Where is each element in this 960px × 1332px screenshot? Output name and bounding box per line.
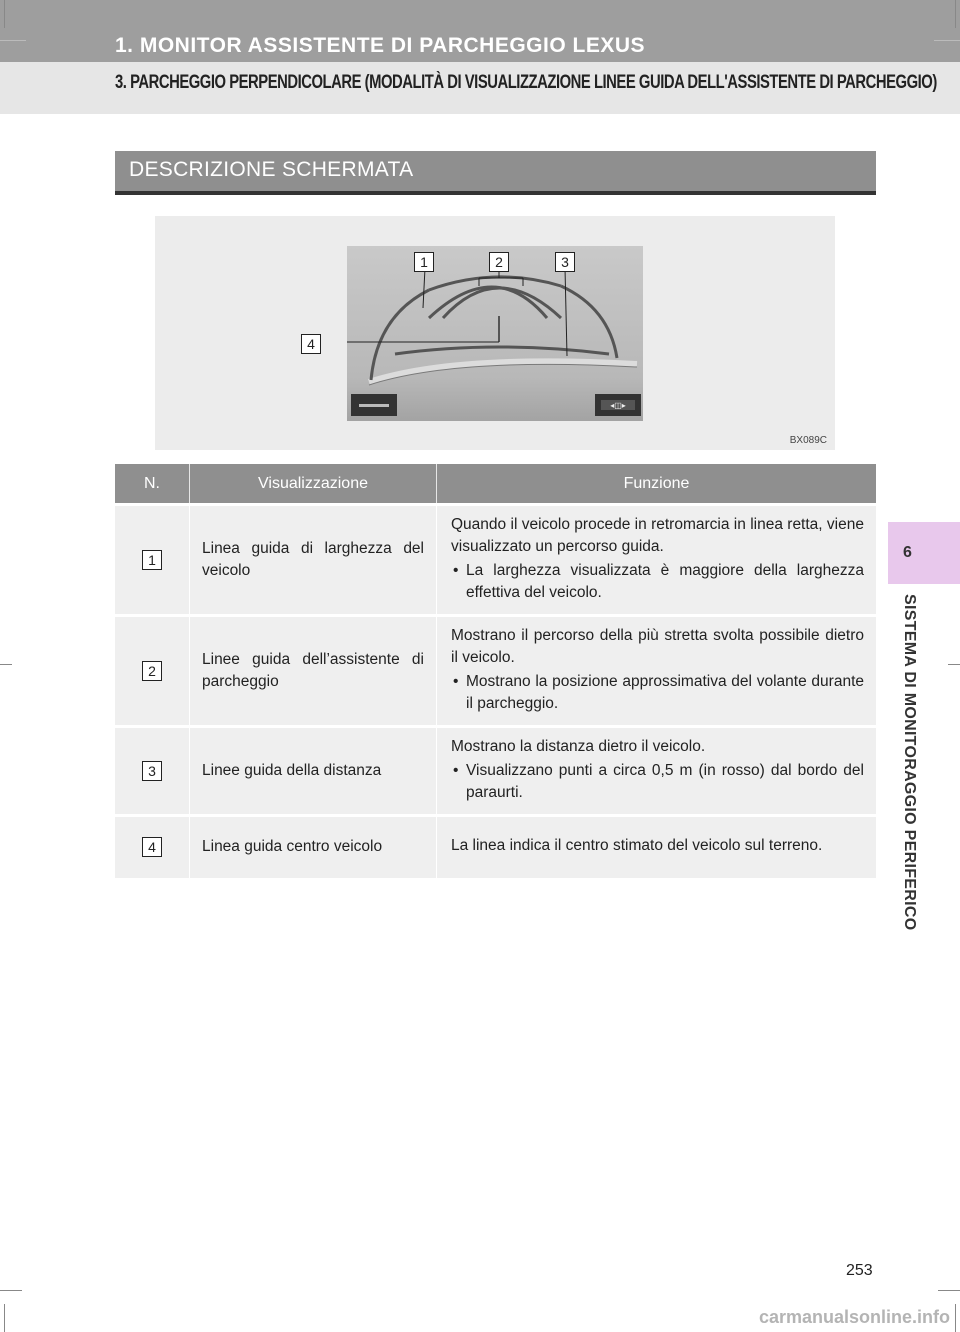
crop-mark [0, 1290, 22, 1291]
svg-text:◂◫▸: ◂◫▸ [610, 401, 626, 410]
callout-1: 1 [414, 252, 434, 272]
table-row [115, 616, 876, 727]
camera-display [347, 246, 643, 421]
figure-code: BX089C [789, 435, 827, 446]
row-number: 4 [142, 837, 162, 857]
row-number-cell [115, 616, 190, 727]
table-row [115, 505, 876, 616]
column-header-number: N. [115, 464, 190, 505]
subheading-bar [115, 151, 876, 195]
crop-mark [955, 1304, 956, 1332]
chapter-side-tab [888, 522, 960, 584]
callout-3: 3 [555, 252, 575, 272]
row-number: 1 [142, 550, 162, 570]
row-function-text: La linea indica il centro stimato del veicolo sul terreno. [451, 837, 823, 855]
row-function-cell [437, 616, 877, 727]
column-header-display: Visualizzazione [190, 464, 437, 505]
row-function-text: Quando il veicolo procede in retromarcia in linea retta, viene visualizzato un percorso guida. [451, 516, 864, 555]
callout-2: 2 [489, 252, 509, 272]
chapter-number: 6 [903, 544, 912, 561]
crop-mark [938, 1290, 960, 1291]
row-function-cell [437, 816, 877, 878]
table-row [115, 816, 876, 878]
crop-mark [948, 664, 960, 665]
crop-mark [0, 40, 26, 41]
watermark: carmanualsonline.info [758, 1307, 950, 1327]
row-number: 3 [142, 761, 162, 781]
section-title: 3. PARCHEGGIO PERPENDICOLARE (MODALITÀ DI VISUALIZZAZIONE LINEE GUIDA DELL'ASSISTENTE DI PARCHEGGIO) [115, 72, 937, 93]
table-row [115, 727, 876, 816]
camera-figure [155, 216, 835, 450]
row-function-bullet: • Visualizzano punti a circa 0,5 m (in rosso) dal bordo del paraurti. [451, 760, 864, 804]
crop-mark [4, 1304, 5, 1332]
row-number: 2 [142, 661, 162, 681]
crop-mark [0, 664, 12, 665]
row-number-cell [115, 816, 190, 878]
subheading-text: DESCRIZIONE SCHERMATA [129, 158, 414, 181]
row-number-cell [115, 727, 190, 816]
row-display-cell: Linee guida della distanza [190, 727, 437, 816]
page-number: 253 [846, 1262, 873, 1279]
table-header-row [115, 464, 876, 505]
row-function-bullet: • Mostrano la posizione approssimativa del volante durante il parcheggio. [451, 671, 864, 715]
row-display-cell: Linea guida centro veicolo [190, 816, 437, 878]
row-function-bullet: • La larghezza visualizzata è maggiore della larghezza effettiva del veicolo. [451, 560, 864, 604]
row-function-text: Mostrano il percorso della più stretta svolta possibile dietro il veicolo. [451, 627, 864, 666]
row-function-text: Mostrano la distanza dietro il veicolo. [451, 738, 706, 755]
row-display-cell: Linee guida dell’assistente di parcheggio [190, 616, 437, 727]
description-table [115, 464, 876, 878]
column-header-function: Funzione [437, 464, 877, 505]
chapter-side-label: SISTEMA DI MONITORAGGIO PERIFERICO [901, 594, 918, 931]
crop-mark [955, 0, 956, 28]
chapter-title: 1. MONITOR ASSISTENTE DI PARCHEGGIO LEXUS [115, 34, 646, 57]
row-function-cell [437, 505, 877, 616]
crop-mark [934, 40, 960, 41]
row-number-cell [115, 505, 190, 616]
row-display-cell: Linea guida di larghezza del veicolo [190, 505, 437, 616]
callout-4: 4 [301, 334, 321, 354]
crop-mark [4, 0, 5, 28]
row-function-cell [437, 727, 877, 816]
